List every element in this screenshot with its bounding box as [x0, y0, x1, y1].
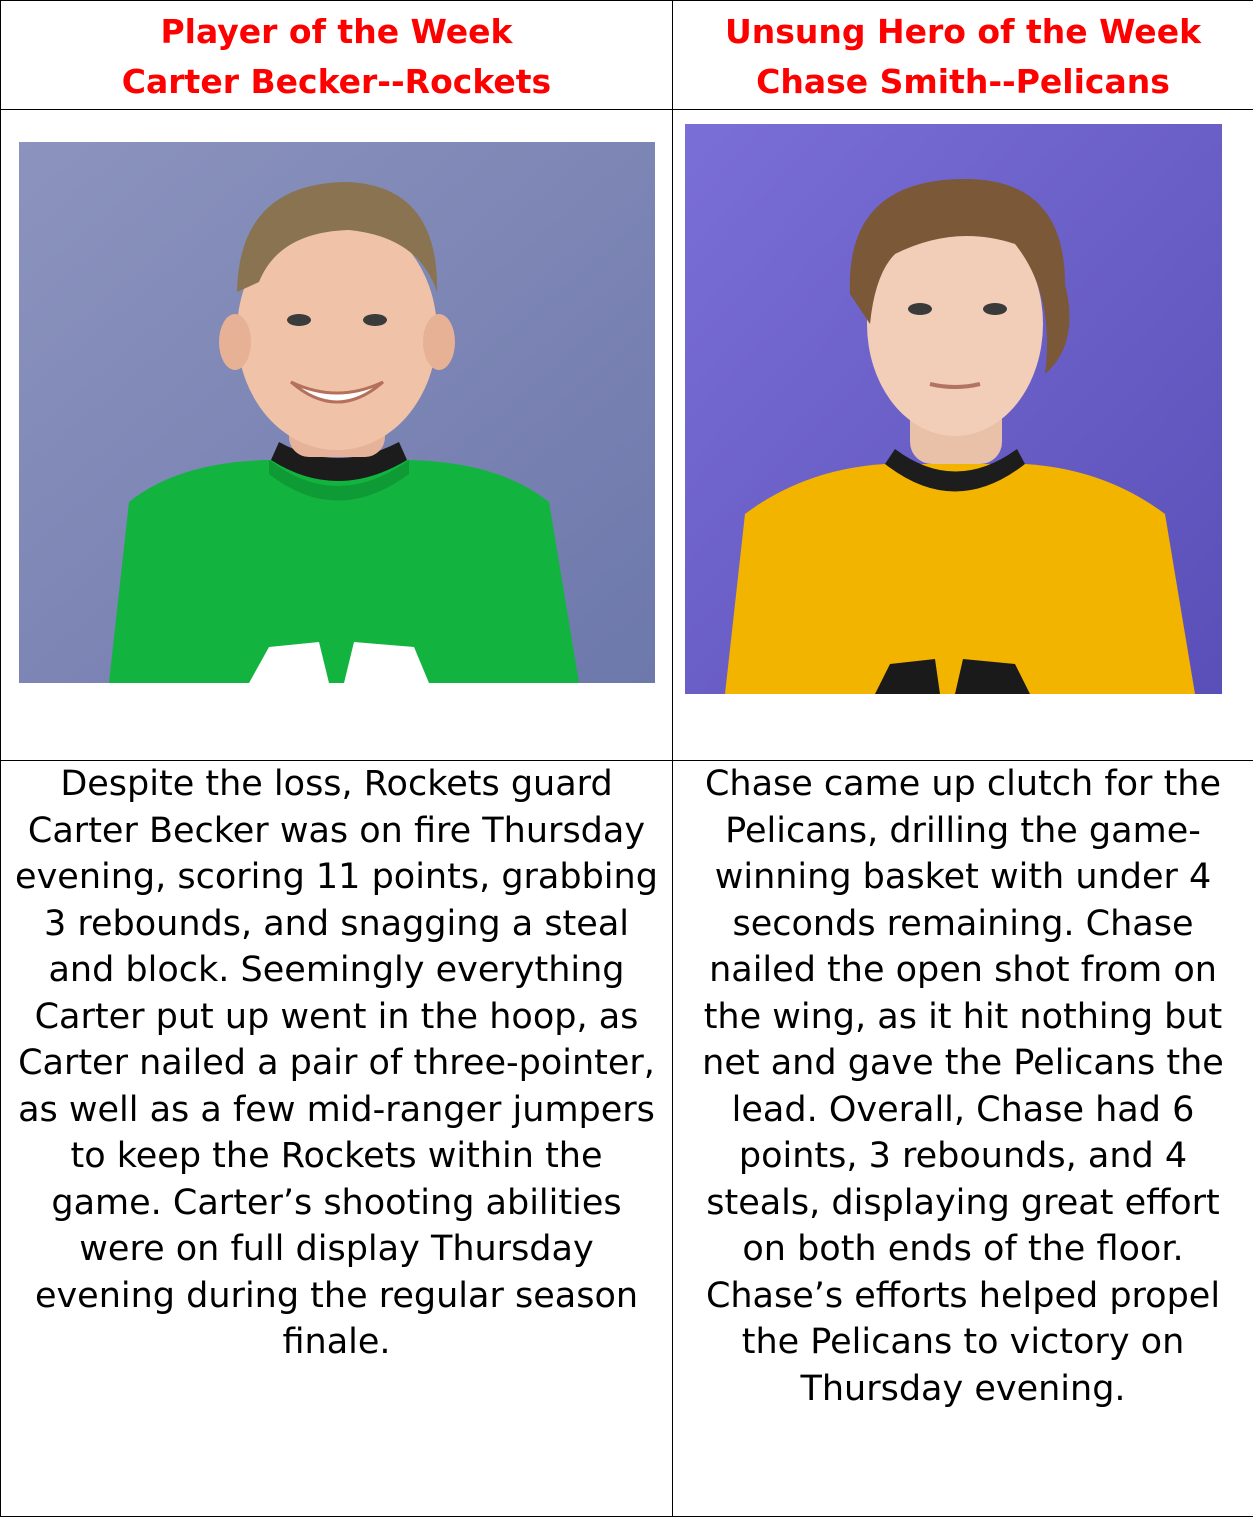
player-photo: [19, 142, 655, 683]
player-of-week-description-cell: [1, 761, 673, 1517]
player-of-week-header: [1, 1, 673, 110]
player-name-team: Carter Becker--Rockets: [121, 62, 552, 101]
player-photo-image: [19, 142, 655, 683]
text-row: [1, 761, 1253, 1517]
unsung-hero-description-cell: [673, 761, 1253, 1517]
unsung-hero-header: [673, 1, 1253, 110]
hero-description: Chase came up clutch for the Pelicans, drilling the game-winning basket with under 4 seconds remaining. Chase nailed the open shot from on the wing, as it hit nothing but net and gave the Pelicans the lead. Overall, Chase had 6 points, 3 rebounds, and 4 steals, displaying great effort on both ends of the floor. Chase’s efforts helped propel the Pelicans to victory on Thursday evening.: [702, 764, 1224, 1409]
player-name-team: Chase Smith--Pelicans: [756, 62, 1170, 101]
header-row: [1, 1, 1253, 110]
hero-photo: [685, 124, 1222, 694]
award-title: Player of the Week: [160, 12, 513, 51]
photo-row: [1, 110, 1253, 761]
hero-photo-image: [685, 124, 1222, 694]
unsung-hero-photo-cell: [673, 110, 1253, 761]
player-description: Despite the loss, Rockets guard Carter Becker was on fire Thursday evening, scoring 11 points, grabbing 3 rebounds, and snagging a steal and block. Seemingly everything Carter put up went in the hoop, as Carter nailed a pair of three-pointer, as well as a few mid-ranger jumpers to keep the Rockets within the game. Carter’s shooting abilities were on full display Thursday evening during the regular season finale.: [15, 764, 658, 1362]
player-of-week-photo-cell: [1, 110, 673, 761]
award-title: Unsung Hero of the Week: [724, 12, 1202, 51]
